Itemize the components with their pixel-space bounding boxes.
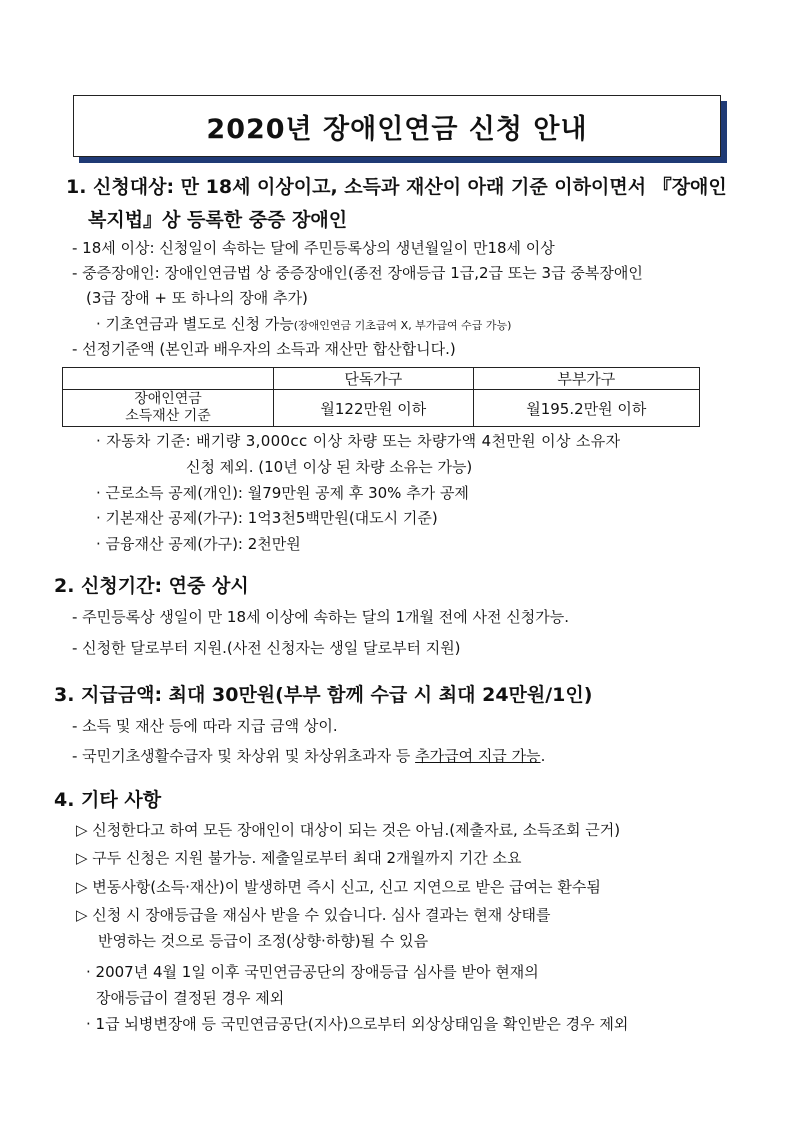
s1-note-vehicle: · 자동차 기준: 배기량 3,000cc 이상 차량 또는 차량가액 4천만원 이상 소유자 xyxy=(96,432,621,450)
s1-bullet-severe-cont: (3급 장애 + 또 하나의 장애 추가) xyxy=(86,289,308,307)
table-corner-cell xyxy=(63,368,274,390)
s4-sub-grade1: · 1급 뇌병변장애 등 국민연금공단(지사)으로부터 외상상태임을 확인받은 경우 제외 xyxy=(86,1015,629,1033)
section2-heading: 2. 신청기간: 연중 상시 xyxy=(54,575,249,597)
s4-item-oral: ▷ 구두 신청은 지원 불가능. 제출일로부터 최대 2개월까지 기간 소요 xyxy=(76,849,522,867)
additional-benefit-text: 추가급여 지급 가능 xyxy=(415,747,541,765)
table-col-couple: 부부가구 xyxy=(473,368,699,390)
s1-note-financial-asset: · 금융재산 공제(가구): 2천만원 xyxy=(96,535,301,553)
s1-bullet-severe: - 중증장애인: 장애인연금법 상 중증장애인(종전 장애등급 1급,2급 또는 3급 중복장애인 xyxy=(72,264,643,282)
s4-item-reexam-cont: 반영하는 것으로 등급이 조정(상향·하향)될 수 있음 xyxy=(98,932,429,950)
table-row-label: 장애인연금 소득재산 기준 xyxy=(63,390,274,427)
table-col-single: 단독가구 xyxy=(274,368,474,390)
s1-note-basic-asset: · 기본재산 공제(가구): 1억3천5백만원(대도시 기준) xyxy=(96,509,438,527)
title-box xyxy=(73,95,721,157)
section1-heading-cont: 복지법』상 등록한 중증 장애인 xyxy=(88,209,348,231)
s1-note-vehicle-cont: 신청 제외. (10년 이상 된 차량 소유는 가능) xyxy=(186,458,473,476)
criteria-table xyxy=(62,367,700,427)
s1-bullet-basic-pension: · 기초연금과 별도로 신청 가능(장애인연금 기초급여 X, 부가급여 수급 가능) xyxy=(96,315,512,333)
table-value-couple: 월195.2만원 이하 xyxy=(473,390,699,427)
s4-sub-2007-cont: 장애등급이 결정된 경우 제외 xyxy=(96,989,285,1007)
s3-bullet-amount: - 소득 및 재산 등에 따라 지급 금액 상이. xyxy=(72,717,338,735)
s3-bullet-additional: - 국민기초생활수급자 및 차상위 및 차상위초과자 등 추가급여 지급 가능. xyxy=(72,747,546,765)
section3-heading: 3. 지급금액: 최대 30만원(부부 함께 수급 시 최대 24만원/1인) xyxy=(54,684,593,706)
table-header-row xyxy=(63,368,700,390)
s4-item-changes: ▷ 변동사항(소득·재산)이 발생하면 즉시 신고, 신고 지연으로 받은 급여는 환수됨 xyxy=(76,878,601,896)
s4-item-reexam: ▷ 신청 시 장애등급을 재심사 받을 수 있습니다. 심사 결과는 현재 상태를 xyxy=(76,906,551,924)
page-title: 2020년 장애인연금 신청 안내 xyxy=(206,113,588,145)
s4-item-not-all: ▷ 신청한다고 하여 모든 장애인이 대상이 되는 것은 아님.(제출자료, 소득조회 근거) xyxy=(76,821,621,839)
table-value-single: 월122만원 이하 xyxy=(274,390,474,427)
s1-bullet-age: - 18세 이상: 신청일이 속하는 달에 주민등록상의 생년월일이 만18세 이상 xyxy=(72,239,555,257)
s2-bullet-advance: - 주민등록상 생일이 만 18세 이상에 속하는 달의 1개월 전에 사전 신청가능. xyxy=(72,608,569,626)
table-row xyxy=(63,390,700,427)
s2-bullet-support: - 신청한 달로부터 지원.(사전 신청자는 생일 달로부터 지원) xyxy=(72,639,461,657)
s1-bullet-criteria: - 선정기준액 (본인과 배우자의 소득과 재산만 합산합니다.) xyxy=(72,340,456,358)
section1-heading: 1. 신청대상: 만 18세 이상이고, 소득과 재산이 아래 기준 이하이면서 『장애인 xyxy=(66,176,727,198)
s4-sub-2007: · 2007년 4월 1일 이후 국민연금공단의 장애등급 심사를 받아 현재의 xyxy=(86,963,539,981)
section4-heading: 4. 기타 사항 xyxy=(54,789,162,811)
s1-note-earned-income: · 근로소득 공제(개인): 월79만원 공제 후 30% 추가 공제 xyxy=(96,484,469,502)
